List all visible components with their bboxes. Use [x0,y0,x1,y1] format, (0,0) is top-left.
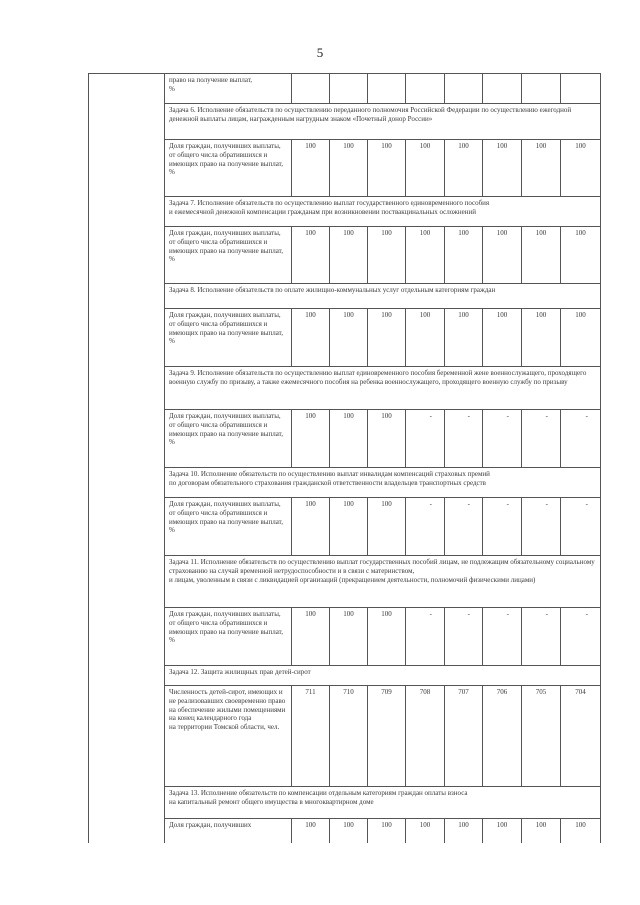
indicator-row [89,608,601,666]
value-cell: 709 [368,686,406,787]
task-text: Задача 9. Исполнение обязательств по осуществлению выплат единовременного пособия беременной жене военнослужащего, проходящего военную службу по призыву, а также ежемесячного пособия на ребенка военнослужащего, проходящего военную службу по призыву [165,367,601,410]
value-cell: - [483,498,522,556]
task-text: Задача 8. Исполнение обязательств по оплате жилищно-коммунальных услуг отдельным категориям граждан [165,284,601,309]
value-cell: 100 [406,140,445,197]
value-cell: 100 [561,819,601,843]
value-cell [330,74,368,104]
indicator-row [89,227,601,284]
value-cell: 100 [522,140,561,197]
value-cell: 100 [483,140,522,197]
value-cell: 100 [330,498,368,556]
value-cell: - [522,608,561,666]
value-cell: 100 [330,309,368,367]
value-cell: 100 [445,227,483,284]
value-cell: 100 [330,608,368,666]
value-cell: 100 [368,819,406,843]
value-cell: 100 [561,140,601,197]
task-row [89,556,601,608]
indicator-name: Доля граждан, получивших выплаты, от общего числа обратившихся и имеющих право на получение выплат, % [165,140,292,197]
indicators-table [88,73,601,843]
value-cell: 100 [368,140,406,197]
value-cell: 708 [406,686,445,787]
task-row [89,468,601,498]
value-cell: - [483,608,522,666]
value-cell: 100 [330,140,368,197]
value-cell: 100 [292,410,330,468]
task-text: Задача 7. Исполнение обязательств по осуществлению выплат государственного единовременного пособия и ежемесячной денежной компенсации гражданам при возникновении поствакцинальных осложнений [165,197,601,227]
task-text: Задача 6. Исполнение обязательств по осуществлению переданного полномочия Российской Федерации по осуществлению ежегодной денежной выплаты лицам, награжденным нагрудным знаком «Почетный донор России» [165,104,601,140]
value-cell [561,74,601,104]
value-cell: 100 [445,309,483,367]
left-column-cell [89,74,165,843]
value-cell: 100 [292,819,330,843]
value-cell: 705 [522,686,561,787]
indicator-row [89,309,601,367]
value-cell: 100 [330,227,368,284]
indicator-row [89,410,601,468]
indicator-name: Доля граждан, получивших выплаты, от общего числа обратившихся и имеющих право на получение выплат, % [165,498,292,556]
value-cell [483,74,522,104]
value-cell: 100 [292,608,330,666]
value-cell: - [522,498,561,556]
indicator-row [89,686,601,787]
indicator-name: Доля граждан, получивших выплаты, от общего числа обратившихся и имеющих право на получение выплат, % [165,309,292,367]
value-cell: 100 [292,227,330,284]
indicator-name: Доля граждан, получивших выплаты, от общего числа обратившихся и имеющих право на получение выплат, % [165,410,292,468]
task-text: Задача 10. Исполнение обязательств по осуществлению выплат инвалидам компенсаций страховых премий по договорам обязательного страхования гражданской ответственности владельцев транспортных средств [165,468,601,498]
value-cell: 100 [368,608,406,666]
value-cell [406,74,445,104]
value-cell: 706 [483,686,522,787]
value-cell: 100 [330,410,368,468]
value-cell: 100 [522,309,561,367]
value-cell: - [445,410,483,468]
value-cell: 100 [483,227,522,284]
task-row [89,197,601,227]
value-cell: 707 [445,686,483,787]
value-cell: 100 [483,819,522,843]
value-cell: 100 [483,309,522,367]
value-cell: - [522,410,561,468]
indicator-row [89,819,601,843]
value-cell: 100 [561,227,601,284]
indicator-row [89,74,601,104]
value-cell: - [445,498,483,556]
value-cell: 100 [522,227,561,284]
value-cell: - [406,498,445,556]
value-cell: - [561,498,601,556]
value-cell: 100 [368,227,406,284]
value-cell: 100 [292,309,330,367]
value-cell: 100 [561,309,601,367]
value-cell: 100 [406,227,445,284]
indicator-name: Доля граждан, получивших выплаты, от общего числа обратившихся и имеющих право на получение выплат, % [165,608,292,666]
indicator-name: Доля граждан, получивших [165,819,292,843]
value-cell: 710 [330,686,368,787]
value-cell [368,74,406,104]
value-cell: 100 [292,498,330,556]
task-row [89,104,601,140]
value-cell: - [406,410,445,468]
value-cell: 100 [292,140,330,197]
value-cell: 100 [368,410,406,468]
indicator-name: Численность детей-сирот, имеющих и не реализовавших своевременно право на обеспечение жилыми помещениями на конец календарного года на территории Томской области, чел. [165,686,292,787]
indicator-row [89,498,601,556]
task-row [89,284,601,309]
value-cell: - [561,608,601,666]
value-cell: 711 [292,686,330,787]
indicator-name: право на получение выплат, % [165,74,292,104]
value-cell [445,74,483,104]
value-cell: 100 [445,140,483,197]
value-cell: 100 [330,819,368,843]
value-cell [292,74,330,104]
value-cell: 100 [368,309,406,367]
value-cell: 100 [406,309,445,367]
value-cell: 704 [561,686,601,787]
task-text: Задача 11. Исполнение обязательств по осуществлению выплат государственных пособий лицам, не подлежащим обязательному социальному страхованию на случай временной нетрудоспособности и в связи с материнством, и лицам, уволенным в связи с ликвидацией организаций (прекращением деятельности, полномочий физическими лицами) [165,556,601,608]
task-text: Задача 12. Защита жилищных прав детей-сирот [165,666,601,686]
task-text: Задача 13. Исполнение обязательств по компенсации отдельным категориям граждан оплаты взноса на капитальный ремонт общего имущества в многоквартирном доме [165,787,601,819]
page-number: 5 [316,45,324,60]
value-cell [522,74,561,104]
value-cell: - [406,608,445,666]
task-row [89,666,601,686]
indicator-name: Доля граждан, получивших выплаты, от общего числа обратившихся и имеющих право на получение выплат, % [165,227,292,284]
value-cell: 100 [368,498,406,556]
value-cell: 100 [445,819,483,843]
task-row [89,787,601,819]
task-row [89,367,601,410]
indicator-row [89,140,601,197]
value-cell: - [561,410,601,468]
value-cell: 100 [522,819,561,843]
value-cell: - [483,410,522,468]
value-cell: 100 [406,819,445,843]
value-cell: - [445,608,483,666]
